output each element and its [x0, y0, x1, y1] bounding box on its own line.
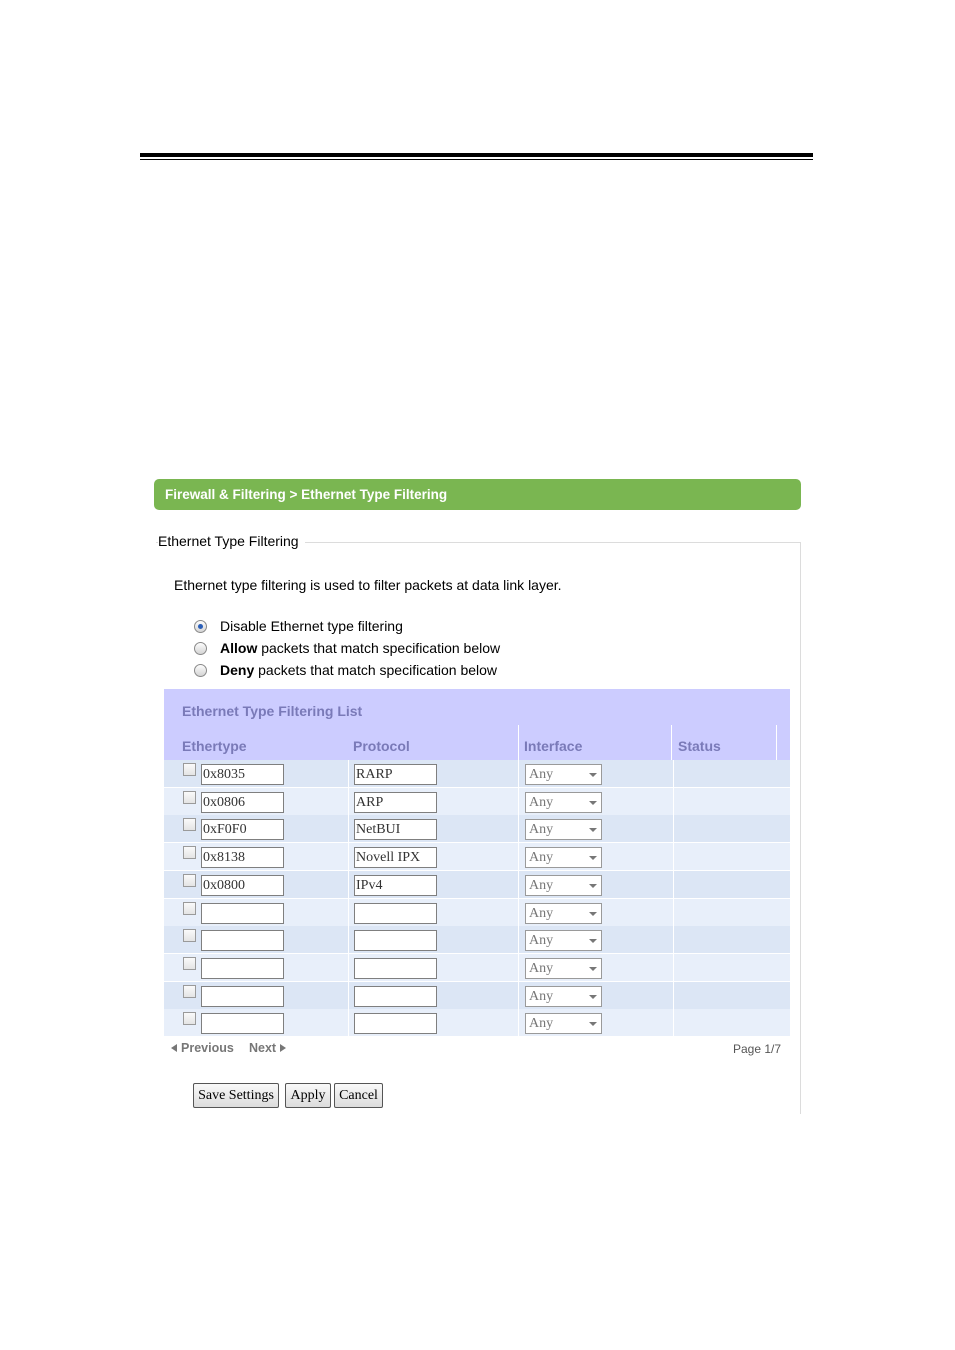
interface-select[interactable]	[525, 819, 602, 840]
column-header-status: Status	[678, 738, 721, 754]
protocol-input[interactable]: NetBUI	[354, 819, 437, 840]
ethertype-input[interactable]: 0x0800	[201, 875, 284, 896]
row-select-checkbox[interactable]	[183, 846, 196, 859]
interface-value: Any	[529, 877, 554, 893]
column-separator	[518, 1009, 519, 1036]
interface-value: Any	[529, 960, 554, 976]
interface-value: Any	[529, 794, 554, 810]
chevron-down-icon	[589, 773, 597, 777]
next-page-link[interactable]	[249, 1041, 286, 1055]
column-separator	[673, 760, 674, 787]
table-row	[164, 1009, 790, 1036]
radio-label-bold: Deny	[220, 662, 255, 678]
column-separator	[518, 954, 519, 981]
column-separator	[348, 1009, 349, 1036]
interface-select[interactable]	[525, 847, 602, 868]
section-description: Ethernet type filtering is used to filter packets at data link layer.	[174, 577, 562, 593]
top-rule-thick	[140, 153, 813, 157]
radio-label: packets that match specification below	[254, 662, 498, 678]
ethertype-input[interactable]: 0xF0F0	[201, 819, 284, 840]
column-separator	[518, 788, 519, 815]
table-row	[164, 760, 790, 787]
column-separator	[348, 815, 349, 842]
chevron-down-icon	[589, 856, 597, 860]
chevron-down-icon	[589, 828, 597, 832]
status-cell	[680, 899, 780, 926]
row-select-checkbox[interactable]	[183, 791, 196, 804]
column-separator	[518, 871, 519, 898]
table-row	[164, 788, 790, 815]
breadcrumb-header: Firewall & Filtering > Ethernet Type Filtering	[154, 479, 801, 510]
ethertype-input[interactable]	[201, 1013, 284, 1034]
protocol-input[interactable]: IPv4	[354, 875, 437, 896]
chevron-down-icon	[589, 801, 597, 805]
protocol-input[interactable]	[354, 903, 437, 924]
column-separator	[776, 725, 777, 760]
column-separator	[348, 788, 349, 815]
radio-button[interactable]	[194, 664, 207, 677]
radio-disable-filtering[interactable]	[194, 618, 403, 634]
row-select-checkbox[interactable]	[183, 985, 196, 998]
row-select-checkbox[interactable]	[183, 929, 196, 942]
interface-select[interactable]	[525, 764, 602, 785]
column-separator	[673, 843, 674, 870]
column-header-interface: Interface	[524, 738, 583, 754]
column-separator	[673, 1009, 674, 1036]
ethertype-input[interactable]	[201, 930, 284, 951]
interface-select[interactable]	[525, 958, 602, 979]
protocol-input[interactable]	[354, 958, 437, 979]
interface-value: Any	[529, 1016, 554, 1032]
cancel-button[interactable]: Cancel	[334, 1083, 383, 1108]
column-separator	[348, 982, 349, 1009]
column-header-protocol: Protocol	[353, 738, 410, 754]
column-separator	[673, 788, 674, 815]
table-row	[164, 926, 790, 953]
interface-select[interactable]	[525, 986, 602, 1007]
chevron-down-icon	[589, 912, 597, 916]
column-separator	[348, 954, 349, 981]
protocol-input[interactable]	[354, 986, 437, 1007]
table-row	[164, 954, 790, 981]
page-indicator: Page 1/7	[733, 1042, 782, 1056]
status-cell	[680, 954, 780, 981]
column-separator	[518, 725, 519, 760]
row-select-checkbox[interactable]	[183, 957, 196, 970]
save-settings-button[interactable]: Save Settings	[193, 1083, 279, 1108]
row-select-checkbox[interactable]	[183, 818, 196, 831]
interface-select[interactable]	[525, 903, 602, 924]
protocol-input[interactable]	[354, 1013, 437, 1034]
radio-allow-packets[interactable]	[194, 640, 500, 656]
column-separator	[673, 815, 674, 842]
radio-button[interactable]	[194, 642, 207, 655]
ethertype-input[interactable]: 0x8138	[201, 847, 284, 868]
column-separator	[518, 899, 519, 926]
interface-value: Any	[529, 933, 554, 949]
row-select-checkbox[interactable]	[183, 1012, 196, 1025]
column-separator	[518, 843, 519, 870]
interface-value: Any	[529, 905, 554, 921]
table-row	[164, 899, 790, 926]
column-separator	[673, 954, 674, 981]
chevron-left-icon	[171, 1044, 177, 1052]
top-rule-thin	[140, 159, 813, 160]
interface-select[interactable]	[525, 930, 602, 951]
table-row	[164, 843, 790, 870]
column-separator	[348, 760, 349, 787]
column-separator	[518, 926, 519, 953]
chevron-down-icon	[589, 884, 597, 888]
previous-label: Previous	[181, 1041, 234, 1055]
ethertype-input[interactable]	[201, 958, 284, 979]
radio-label: packets that match specification below	[257, 640, 501, 656]
column-separator	[348, 926, 349, 953]
next-label: Next	[249, 1041, 277, 1055]
column-header-ethertype: Ethertype	[182, 738, 247, 754]
table-row	[164, 815, 790, 842]
column-separator	[518, 982, 519, 1009]
interface-select[interactable]	[525, 792, 602, 813]
chevron-down-icon	[589, 967, 597, 971]
column-separator	[348, 899, 349, 926]
status-cell	[680, 760, 780, 787]
ethertype-input[interactable]: 0x0806	[201, 792, 284, 813]
ethertype-input[interactable]	[201, 903, 284, 924]
column-separator	[671, 725, 672, 760]
radio-deny-packets[interactable]	[194, 662, 497, 678]
chevron-down-icon	[589, 939, 597, 943]
table-row	[164, 982, 790, 1009]
status-cell	[680, 871, 780, 898]
interface-select[interactable]	[525, 875, 602, 896]
ethertype-input[interactable]	[201, 986, 284, 1007]
list-title: Ethernet Type Filtering List	[182, 703, 363, 719]
column-separator	[348, 871, 349, 898]
protocol-input[interactable]: Novell IPX	[354, 847, 437, 868]
protocol-input[interactable]	[354, 930, 437, 951]
ethertype-input[interactable]: 0x8035	[201, 764, 284, 785]
interface-value: Any	[529, 988, 554, 1004]
protocol-input[interactable]: ARP	[354, 792, 437, 813]
status-cell	[680, 788, 780, 815]
row-select-checkbox[interactable]	[183, 902, 196, 915]
radio-button[interactable]	[194, 620, 207, 633]
column-separator	[518, 815, 519, 842]
radio-label-bold: Allow	[220, 640, 258, 656]
column-separator	[673, 871, 674, 898]
chevron-down-icon	[589, 1022, 597, 1026]
interface-value: Any	[529, 767, 554, 782]
row-select-checkbox[interactable]	[183, 874, 196, 887]
column-separator	[673, 926, 674, 953]
row-select-checkbox[interactable]	[183, 763, 196, 776]
column-separator	[518, 760, 519, 787]
chevron-down-icon	[589, 995, 597, 999]
column-separator	[348, 843, 349, 870]
previous-page-link[interactable]	[171, 1041, 234, 1055]
interface-select[interactable]	[525, 1013, 602, 1034]
interface-value: Any	[529, 822, 554, 838]
status-cell	[680, 815, 780, 842]
column-separator	[673, 899, 674, 926]
apply-button[interactable]: Apply	[285, 1083, 331, 1108]
status-cell	[680, 926, 780, 953]
radio-label: Disable Ethernet type filtering	[220, 618, 403, 634]
fieldset-legend: Ethernet Type Filtering	[158, 533, 305, 549]
interface-value: Any	[529, 850, 554, 866]
status-cell	[680, 1009, 780, 1036]
column-separator	[673, 982, 674, 1009]
status-cell	[680, 982, 780, 1009]
table-row	[164, 871, 790, 898]
chevron-right-icon	[280, 1044, 286, 1052]
protocol-input[interactable]: RARP	[354, 764, 437, 785]
status-cell	[680, 843, 780, 870]
